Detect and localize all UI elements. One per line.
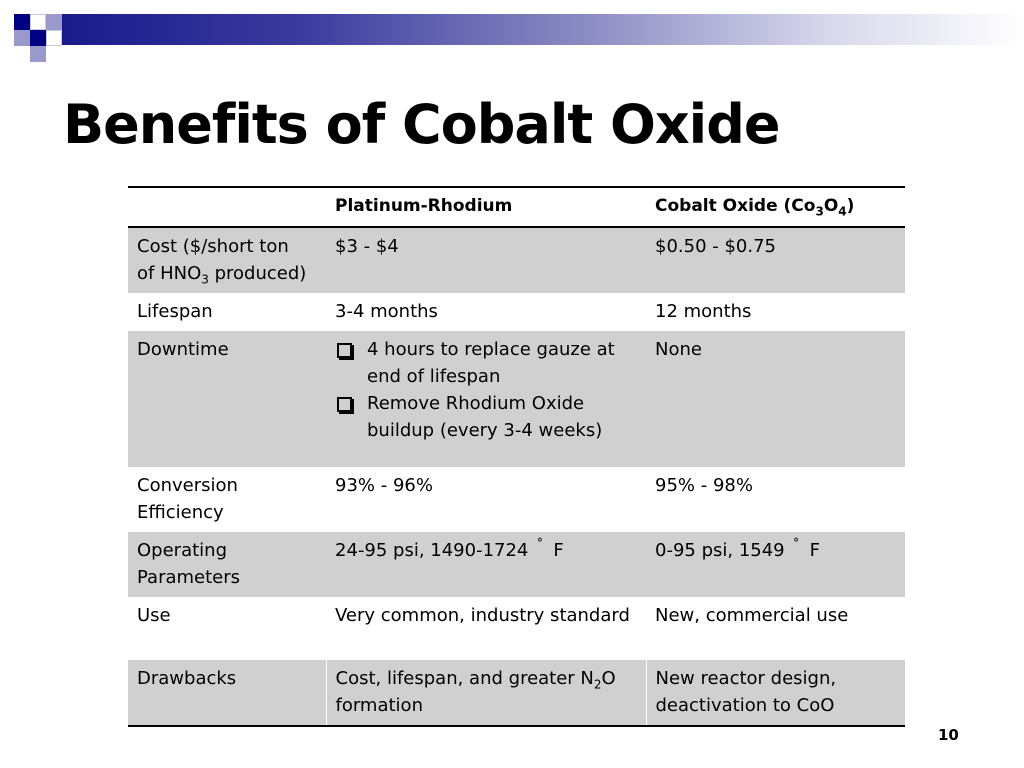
page-number: 10: [938, 726, 959, 744]
table-row: [128, 227, 905, 293]
row-label-drawbacks: Drawbacks: [128, 660, 326, 726]
decor-square: [30, 30, 46, 46]
cell-co-downtime: None: [646, 331, 905, 467]
header-empty: [128, 187, 326, 227]
cell-co-conversion: 95% - 98%: [655, 475, 753, 496]
cell-pt-cost: $3 - $4: [326, 227, 646, 293]
cell-pt-operating: 24-95 psi, 1490-1724 ˚ F: [326, 532, 646, 597]
downtime-bullet-list: [335, 336, 638, 444]
header-band: [62, 14, 1024, 45]
cell-co-drawbacks: New reactor design, deactivation to CoO: [646, 660, 905, 726]
checkbox-bullet-icon: [337, 397, 352, 412]
comparison-table: [128, 186, 905, 727]
cell-pt-downtime: [326, 331, 646, 467]
row-label-conversion: Conversion Efficiency: [137, 475, 238, 523]
cell-pt-conversion: 93% - 96%: [335, 475, 433, 496]
list-item: Remove Rhodium Oxide buildup (every 3-4 weeks): [335, 390, 638, 444]
header-platinum-rhodium: Platinum-Rhodium: [335, 196, 513, 216]
table-row: [128, 293, 905, 331]
table-row: [128, 467, 905, 532]
row-label-lifespan: Lifespan: [137, 301, 213, 322]
decor-square: [46, 30, 62, 46]
cell-co-use: New, commercial use: [655, 605, 849, 626]
cell-pt-drawbacks: Cost, lifespan, and greater $N_2O$ formation: [326, 660, 646, 726]
cell-co-lifespan: 12 months: [655, 301, 752, 322]
table-row: [128, 532, 905, 597]
decor-square: [14, 30, 30, 46]
row-label-operating: Operating Parameters: [128, 532, 326, 597]
row-label-cost: Cost ($/short ton of $HNO_3$ produced): [128, 227, 326, 293]
decor-square: [14, 14, 30, 30]
slide-title: Benefits of Cobalt Oxide: [63, 93, 780, 156]
cell-co-operating: 0-95 psi, 1549 ˚ F: [646, 532, 905, 597]
cell-pt-use: Very common, industry standard: [335, 605, 630, 626]
table-row: [128, 597, 905, 660]
cell-pt-lifespan: 3-4 months: [335, 301, 438, 322]
table-row: [128, 660, 905, 726]
decor-square: [30, 46, 46, 62]
decor-square: [30, 14, 46, 30]
row-label-use: Use: [137, 605, 171, 626]
decor-square: [46, 14, 62, 30]
table-header-row: [128, 187, 905, 227]
header-cobalt-oxide: Cobalt Oxide $(Co_3O_4)$: [655, 196, 855, 219]
table-row: [128, 331, 905, 467]
cell-co-cost: $0.50 - $0.75: [646, 227, 905, 293]
row-label-downtime: Downtime: [128, 331, 326, 467]
checkbox-bullet-icon: [337, 343, 352, 358]
list-item: 4 hours to replace gauze at end of lifespan: [335, 336, 638, 390]
